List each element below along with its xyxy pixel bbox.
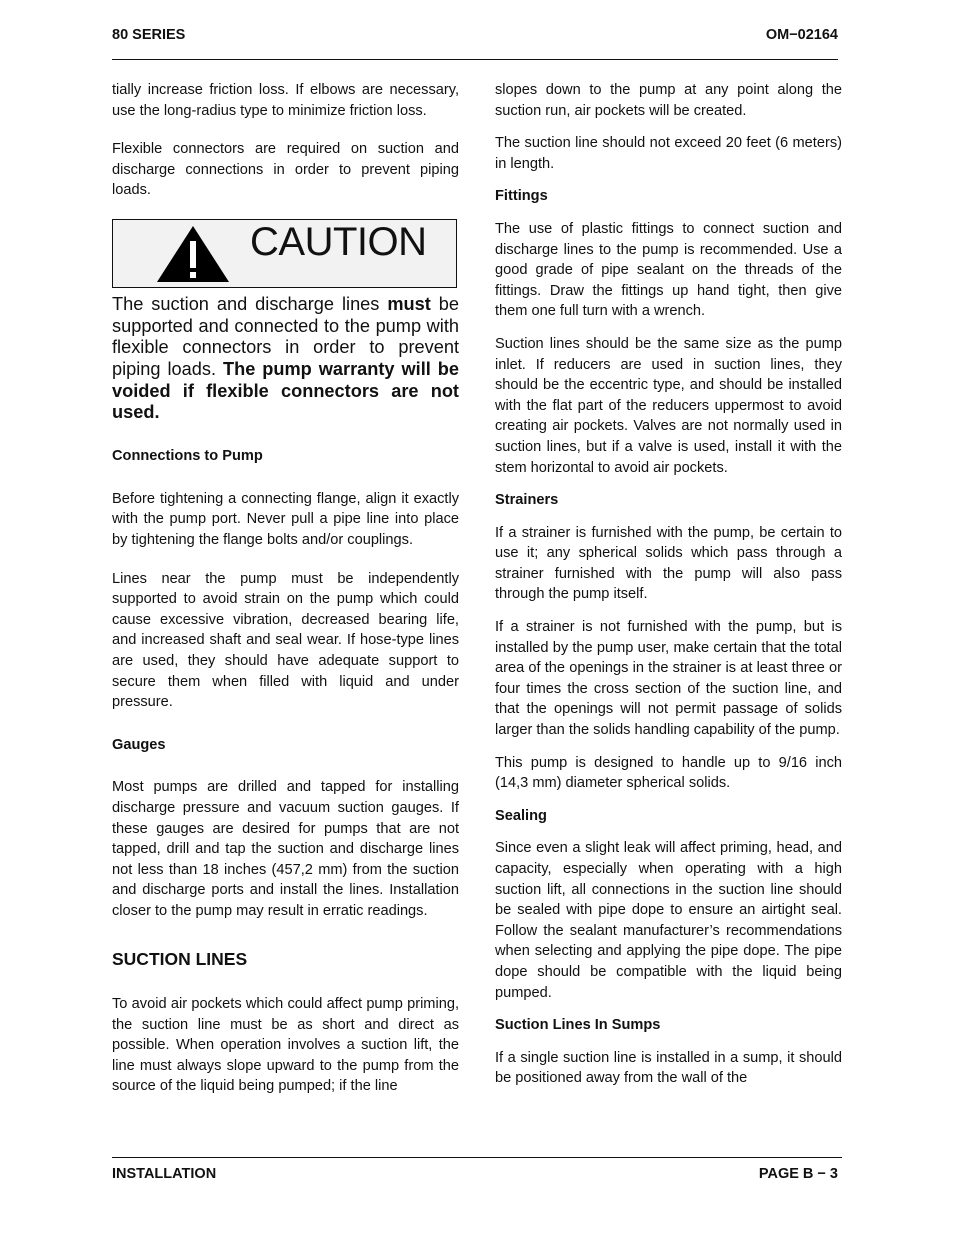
section-heading: Sealing — [495, 807, 547, 824]
section-heading: Gauges — [112, 736, 166, 753]
paragraph: Suction lines should be the same size as the pump inlet. If reducers are used in suction lines, they should be the eccentric type, and should be installed with the flat part of the reducers uppermost to avoid creating air pockets. Valves are not normally used in suction lines, but if a valve is used, install it with the stem horizontal to avoid air pockets. — [495, 335, 842, 476]
caution-label: CAUTION — [250, 219, 427, 264]
paragraph: If a strainer is furnished with the pump, be certain to use it; any spherical solids which pass through a strainer furnished with the pump will also pass through the pump itself. — [495, 524, 842, 603]
paragraph: slopes down to the pump at any point along the suction run, air pockets will be created. — [495, 82, 842, 119]
section-heading: Fittings — [495, 188, 548, 205]
paragraph: Flexible connectors are required on suction and discharge connections in order to prevent piping loads. — [112, 141, 459, 199]
major-heading: SUCTION LINES — [112, 949, 248, 970]
section-heading: Suction Lines In Sumps — [495, 1017, 661, 1034]
paragraph: Before tightening a connecting flange, align it exactly with the pump port. Never pull a pipe line into place by tightening the flange bolts and/or couplings. — [112, 490, 459, 548]
paragraph: If a strainer is not furnished with the pump, but is installed by the pump user, make certain that the total area of the openings in the strainer is at least three or four times the cross section of the suction line, and that the openings will not permit passage of solids larger than the solids handling capability of the pump. — [495, 619, 842, 739]
paragraph: The use of plastic fittings to connect suction and discharge lines to the pump is recommended. Use a good grade of pipe sealant on the threads of the fittings. Draw the fittings up hand tight, then give them one full turn with a wrench. — [495, 220, 842, 320]
footer-page-number: PAGE B − 3 — [758, 1166, 838, 1182]
paragraph: To avoid air pockets which could affect pump priming, the suction line must be as short and direct as possible. When operation involves a suction lift, the line must always slope upward to the pump from the source of the liquid being pumped; if the line — [112, 996, 459, 1095]
header-rule — [112, 59, 838, 60]
section-heading: Connections to Pump — [112, 448, 263, 465]
section-heading: Strainers — [495, 492, 559, 509]
paragraph: tially increase friction loss. If elbows are necessary, use the long-radius type to minimize friction loss. — [112, 82, 459, 119]
paragraph: The suction line should not exceed 20 feet (6 meters) in length. — [495, 135, 842, 172]
paragraph: Lines near the pump must be independently supported to avoid strain on the pump which could cause excessive vibration, decreased bearing life, and increased shaft and seal wear. If hose-type lines are used, they should have adequate support to secure them when filled with liquid and under pressure. — [112, 570, 459, 711]
page-footer — [112, 1166, 838, 1182]
footer-rule — [112, 1157, 842, 1158]
page-header — [112, 27, 838, 43]
paragraph: This pump is designed to handle up to 9/16 inch (14,3 mm) diameter spherical solids. — [495, 754, 842, 792]
paragraph: Since even a slight leak will affect priming, head, and capacity, especially when operating with a high suction lift, all connections in the suction line should be sealed with pipe dope to ensure an airtight seal. Follow the sealant manufacturer’s recommendations when selecting and applying the pipe dope. The pipe dope should be compatible with the liquid being pumped. — [495, 840, 842, 1001]
paragraph: If a single suction line is installed in a sump, it should be positioned away from the wall of the — [495, 1049, 842, 1087]
header-series: 80 SERIES — [112, 27, 186, 43]
warning-triangle-icon — [155, 224, 231, 284]
caution-banner — [112, 219, 457, 288]
caution-message: The suction and discharge lines must be supported and connected to the pump with flexible connectors in order to prevent piping loads. The pump warranty will be voided if flexible connectors are not used. — [112, 293, 459, 423]
footer-section: INSTALLATION — [112, 1166, 217, 1182]
paragraph: Most pumps are drilled and tapped for installing discharge pressure and vacuum suction gauges. If these gauges are desired for pumps that are not tapped, drill and tap the suction and discharge lines not less than 18 inches (457,2 mm) from the suction and discharge ports and install the lines. Installation closer to the pump may result in erratic readings. — [112, 779, 459, 919]
header-doc-number: OM−02164 — [765, 27, 838, 43]
left-column — [112, 80, 459, 1115]
right-column — [495, 80, 842, 1101]
